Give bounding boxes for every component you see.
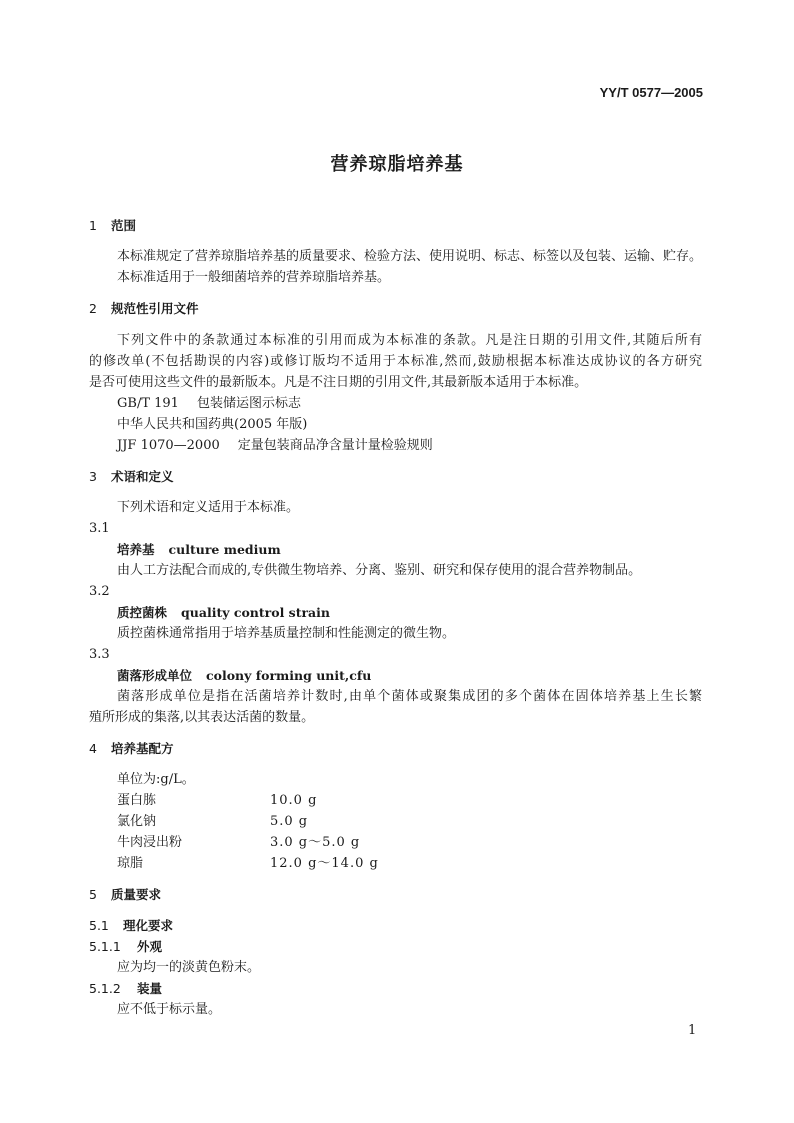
section-1-paragraph-1: 本标准规定了营养琼脂培养基的质量要求、检验方法、使用说明、标志、标签以及包装、运输、贮存。 xyxy=(117,249,703,264)
term-heading xyxy=(117,540,281,560)
page-number: 1 xyxy=(688,1023,697,1038)
term-number: 3.3 xyxy=(89,647,110,662)
subsection-number: 5.1.1 xyxy=(89,939,121,954)
document-title: 营养琼脂培养基 xyxy=(330,154,464,175)
section-2-heading xyxy=(89,299,199,319)
section-number: 1 xyxy=(89,218,97,233)
reference-item xyxy=(117,415,307,435)
ingredient-name: 牛肉浸出粉 xyxy=(117,835,183,850)
term-number: 3.1 xyxy=(89,521,110,536)
ingredient-value: 10.0 g xyxy=(270,793,318,808)
ingredient-name: 氯化钠 xyxy=(117,814,157,829)
subsection-5-1-2-heading xyxy=(89,979,162,999)
section-title: 质量要求 xyxy=(111,887,162,902)
section-number: 4 xyxy=(89,741,97,756)
ingredient-name: 蛋白胨 xyxy=(117,793,157,808)
section-2-paragraph-line-2: 的修改单(不包括勘误的内容)或修订版均不适用于本标准,然而,鼓励根据本标准达成协议的各方研究 xyxy=(89,354,702,369)
section-number: 5 xyxy=(89,887,97,902)
section-number: 2 xyxy=(89,301,97,316)
section-title: 范围 xyxy=(111,218,137,233)
section-5-heading xyxy=(89,885,161,905)
ingredient-value: 3.0 g～5.0 g xyxy=(270,835,361,850)
subsection-5-1-2-text: 应不低于标示量。 xyxy=(117,1002,222,1017)
term-definition: 由人工方法配合而成的,专供微生物培养、分离、鉴别、研究和保存使用的混合营养物制品。 xyxy=(117,563,642,578)
reference-code: JJF 1070—2000 xyxy=(117,438,220,453)
section-title: 规范性引用文件 xyxy=(111,301,199,316)
term-heading xyxy=(117,666,371,686)
reference-code: GB/T 191 xyxy=(117,396,179,411)
section-3-intro: 下列术语和定义适用于本标准。 xyxy=(117,500,300,515)
section-1-heading xyxy=(89,216,136,236)
reference-item xyxy=(117,436,433,456)
section-4-heading xyxy=(89,739,174,759)
section-2-paragraph-line-1: 下列文件中的条款通过本标准的引用而成为本标准的条款。凡是注日期的引用文件,其随后所有 xyxy=(117,333,702,348)
section-number: 3 xyxy=(89,469,97,484)
formula-unit: 单位为:g/L。 xyxy=(117,772,195,787)
term-en: quality control strain xyxy=(181,605,330,620)
subsection-5-1-1-text: 应为均一的淡黄色粉末。 xyxy=(117,960,261,975)
subsection-5-1-heading xyxy=(89,916,173,936)
reference-name: 中华人民共和国药典(2005 年版) xyxy=(117,417,308,432)
ingredient-value: 5.0 g xyxy=(270,814,309,829)
term-zh: 质控菌株 xyxy=(117,605,168,620)
section-2-paragraph-line-3: 是否可使用这些文件的最新版本。凡是不注日期的引用文件,其最新版本适用于本标准。 xyxy=(89,375,588,390)
subsection-number: 5.1 xyxy=(89,918,109,933)
term-zh: 培养基 xyxy=(117,542,155,557)
term-zh: 菌落形成单位 xyxy=(117,668,193,683)
subsection-title: 外观 xyxy=(137,939,163,954)
ingredient-name: 琼脂 xyxy=(117,856,144,871)
section-1-paragraph-2: 本标准适用于一般细菌培养的营养琼脂培养基。 xyxy=(117,270,391,285)
subsection-title: 理化要求 xyxy=(123,918,174,933)
term-en: culture medium xyxy=(168,542,281,557)
section-title: 术语和定义 xyxy=(111,469,174,484)
term-definition: 质控菌株通常指用于培养基质量控制和性能测定的微生物。 xyxy=(117,626,456,641)
term-en: colony forming unit,cfu xyxy=(206,668,372,683)
term-number: 3.2 xyxy=(89,584,110,599)
term-definition-line-2: 殖所形成的集落,以其表达活菌的数量。 xyxy=(89,710,315,725)
term-definition-line-1: 菌落形成单位是指在活菌培养计数时,由单个菌体或聚集成团的多个菌体在固体培养基上生长繁 xyxy=(117,689,702,704)
reference-name: 定量包装商品净含量计量检验规则 xyxy=(237,438,433,453)
subsection-title: 装量 xyxy=(137,981,163,996)
ingredient-value: 12.0 g～14.0 g xyxy=(270,856,379,871)
subsection-5-1-1-heading xyxy=(89,937,162,957)
reference-name: 包装储运图示标志 xyxy=(196,396,301,411)
reference-item xyxy=(117,394,301,414)
term-heading xyxy=(117,603,330,623)
section-title: 培养基配方 xyxy=(111,741,174,756)
standard-code: YY/T 0577—2005 xyxy=(599,85,703,100)
subsection-number: 5.1.2 xyxy=(89,981,121,996)
section-3-heading xyxy=(89,467,174,487)
